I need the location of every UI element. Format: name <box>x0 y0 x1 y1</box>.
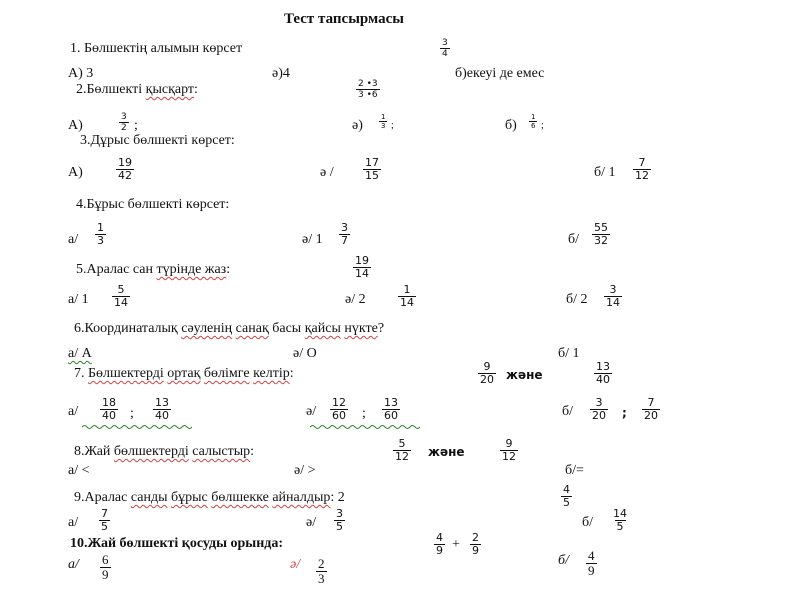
q7-and: және <box>506 368 543 382</box>
q10-option-a-fraction: $\frac{6}{9}$ <box>102 552 109 582</box>
q7-option-a-fraction-1: $\frac{18}{40}$ <box>102 396 116 422</box>
q5-option-c: б/ 2 <box>566 292 588 307</box>
q9-option-c-fraction: $\frac{14}{5}$ <box>613 507 627 533</box>
q2-option-a-fraction: $\frac{3}{2}$ <box>121 112 127 133</box>
q5-text: 5.Аралас сан түрінде жаз: <box>76 262 231 277</box>
q4-option-a: а/ <box>68 232 79 247</box>
q8-fraction-1: $\frac{5}{12}$ <box>395 437 409 463</box>
q3-option-a: А) <box>68 165 83 180</box>
q9-option-c: б/ <box>582 515 594 530</box>
q1-option-a: А) 3 <box>68 66 94 81</box>
q8-fraction-2: $\frac{9}{12}$ <box>502 437 516 463</box>
q2-option-c-fraction: $\frac{1}{6}$ <box>531 113 536 130</box>
q9-option-a: а/ <box>68 515 79 530</box>
q5-option-c-fraction: $\frac{3}{14}$ <box>606 283 620 309</box>
q7-option-b-underline <box>310 424 420 430</box>
q6-option-b: ә/ О <box>293 346 317 361</box>
q8-option-b: ә/ > <box>294 463 316 478</box>
q6-text: 6.Координаталық сәуленің санақ басы қайсы нүкте? <box>74 321 385 336</box>
q8-option-a: а/ < <box>68 463 90 478</box>
q7-option-a: а/ <box>68 404 79 419</box>
q2-option-b-sep: ; <box>391 120 394 131</box>
q4-option-b-fraction: $\frac{3}{7}$ <box>341 221 348 247</box>
q10-option-b: ә/ <box>290 557 301 572</box>
q9-option-b-fraction: $\frac{3}{5}$ <box>336 507 343 533</box>
q2-option-b-fraction: $\frac{1}{3}$ <box>381 113 386 130</box>
q8-text: 8.Жай бөлшектерді салыстыр: <box>74 444 255 459</box>
q4-text: 4.Бұрыс бөлшекті көрсет: <box>76 197 230 212</box>
q9-option-b: ә/ <box>306 515 317 530</box>
page-title: Тест тапсырмасы <box>284 11 405 27</box>
q7-option-c-fraction-1: $\frac{3}{20}$ <box>592 396 606 422</box>
q7-text: 7. Бөлшектерді ортақ бөлімге келтір: <box>74 366 294 381</box>
q4-option-b: ә/ 1 <box>302 232 323 247</box>
q5-option-b-fraction: $\frac{1}{14}$ <box>400 283 414 309</box>
q2-option-c-sep: ; <box>541 120 544 131</box>
q9-option-a-fraction: $\frac{7}{5}$ <box>101 507 108 533</box>
q2-text: 2.Бөлшекті қысқарт: <box>76 82 198 97</box>
q10-plus: + <box>452 537 460 552</box>
q7-option-b-fraction-2: $\frac{13}{60}$ <box>384 396 398 422</box>
q7-option-a-underline <box>82 424 192 430</box>
q8-option-c: б/= <box>565 463 584 478</box>
q3-option-c: б/ 1 <box>594 165 616 180</box>
q6-option-a: а/ А <box>68 346 92 361</box>
q10-text: 10.Жай бөлшекті қосуды орында: <box>70 536 284 551</box>
q5-option-b: ә/ 2 <box>345 292 366 307</box>
q2-option-a-sep: ; <box>134 118 138 133</box>
q7-option-b-fraction-1: $\frac{12}{60}$ <box>332 396 346 422</box>
q5-option-a-fraction: $\frac{5}{14}$ <box>114 283 128 309</box>
q7-option-c-fraction-2: $\frac{7}{20}$ <box>644 396 658 422</box>
q10-option-b-fraction: $\frac{2}{3}$ <box>318 556 325 586</box>
q5-fraction: $\frac{19}{14}$ <box>355 254 369 280</box>
q7-fraction-2: $\frac{13}{40}$ <box>596 360 610 386</box>
q3-option-b: ә / <box>320 165 334 180</box>
q2-option-a: А) <box>68 118 83 133</box>
q10-fraction-2: $\frac{2}{9}$ <box>472 531 479 557</box>
q9-text: 9.Аралас санды бұрыс бөлшекке айналдыр: 2 <box>74 490 345 505</box>
q5-option-a: а/ 1 <box>68 292 89 307</box>
q4-option-c-fraction: $\frac{55}{32}$ <box>594 221 608 247</box>
q7-option-b-sep: ; <box>362 406 366 421</box>
q1-option-b: ә)4 <box>272 66 290 81</box>
q7-option-b: ә/ <box>306 404 317 419</box>
q7-option-c: б/ <box>562 404 574 419</box>
q4-option-a-fraction: $\frac{1}{3}$ <box>97 221 104 247</box>
q3-option-c-fraction: $\frac{7}{12}$ <box>635 156 649 182</box>
q10-option-a: а/ <box>68 557 79 572</box>
q2-option-b: ә) <box>352 118 363 133</box>
q7-option-a-fraction-2: $\frac{13}{40}$ <box>155 396 169 422</box>
q1-option-c: б)екеуі де емес <box>455 66 545 81</box>
q3-option-a-fraction: $\frac{19}{42}$ <box>118 156 132 182</box>
q3-option-b-fraction: $\frac{17}{15}$ <box>365 156 379 182</box>
q7-fraction-1: $\frac{9}{20}$ <box>480 360 494 386</box>
q7-option-a-sep: ; <box>130 406 134 421</box>
q4-option-c: б/ <box>568 232 580 247</box>
q10-option-c-fraction: $\frac{4}{9}$ <box>588 548 595 578</box>
q10-option-c: б/ <box>558 553 569 568</box>
q6-option-c: б/ 1 <box>558 346 580 361</box>
q2-option-c: б) <box>505 118 517 133</box>
q1-text: 1. Бөлшектің алымын көрсет <box>70 41 243 56</box>
q9-fraction: $\frac{4}{5}$ <box>563 483 570 509</box>
q8-and: және <box>428 445 465 459</box>
q1-fraction: $\frac{3}{4}$ <box>442 38 448 59</box>
q2-fraction: $\frac{2 •3}{3 •6}$ <box>358 79 378 100</box>
q10-fraction-1: $\frac{4}{9}$ <box>436 531 443 557</box>
q3-text: 3.Дұрыс бөлшекті көрсет: <box>80 133 235 148</box>
q7-option-c-sep: ; <box>622 406 627 420</box>
